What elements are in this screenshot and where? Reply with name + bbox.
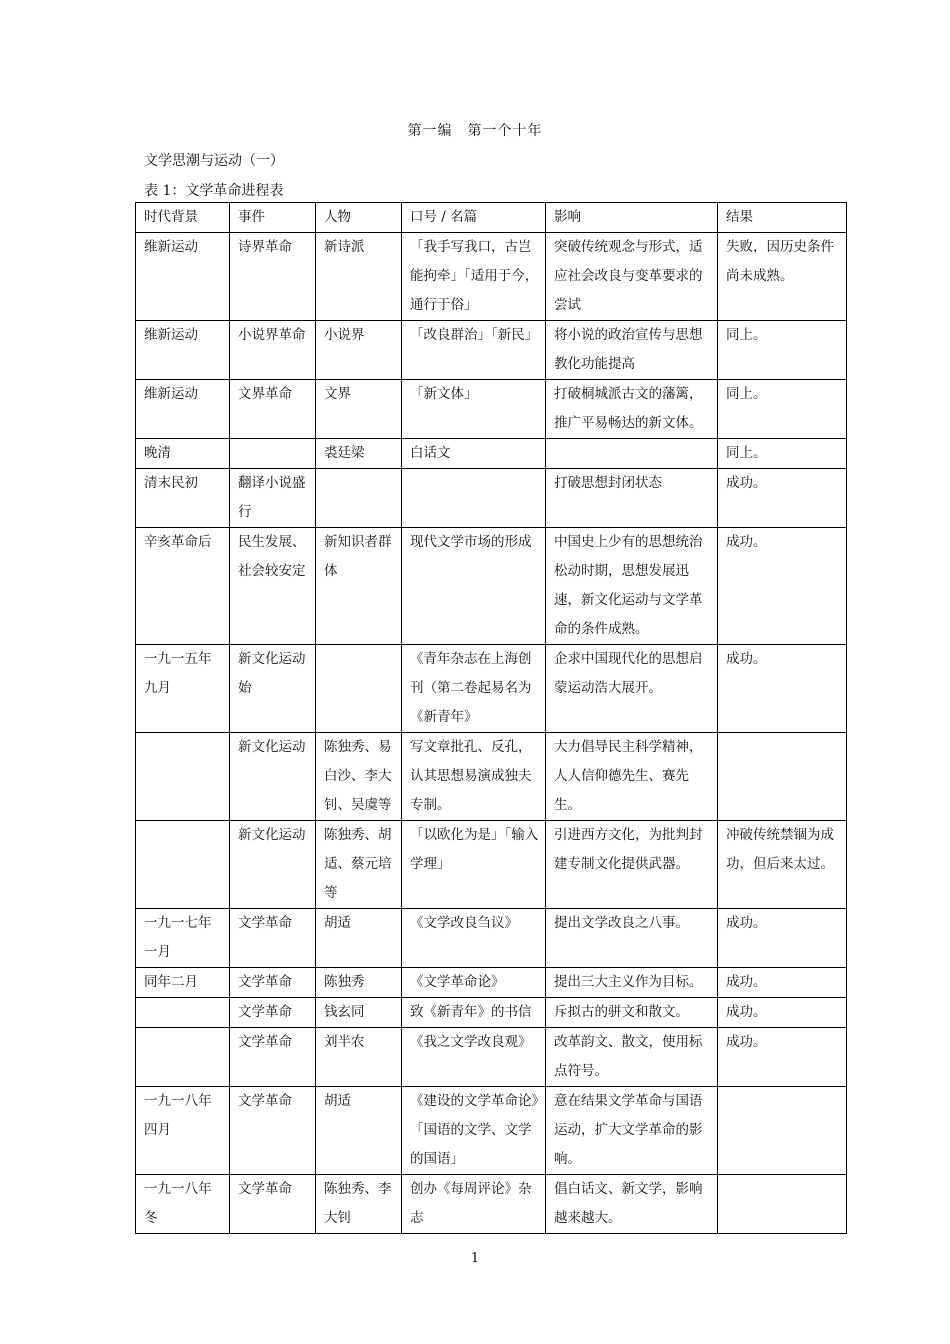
table-cell: 一九一七年一月 — [136, 909, 230, 968]
table-cell: 民生发展、社会较安定 — [230, 528, 316, 645]
table-cell: 《建设的文学革命论》「国语的文学、文学的国语」 — [402, 1087, 546, 1175]
table-cell: 打破思想封闭状态 — [546, 469, 718, 528]
table-row — [136, 233, 847, 321]
table-cell: 同上。 — [718, 380, 847, 439]
table-cell — [230, 439, 316, 469]
table-cell: 维新运动 — [136, 233, 230, 321]
page-number: 1 — [470, 1251, 480, 1266]
table-cell — [136, 821, 230, 909]
table-cell — [316, 469, 402, 528]
table-cell: 中国史上少有的思想统治松动时期，思想发展迅速，新文化运动与文学革命的条件成熟。 — [546, 528, 718, 645]
table-body — [136, 233, 847, 1234]
literary-revolution-table — [135, 202, 847, 1234]
table-cell — [136, 1028, 230, 1087]
table-cell: 维新运动 — [136, 380, 230, 439]
table-cell: 「以欧化为是」「输入学理」 — [402, 821, 546, 909]
table-cell: 意在结果文学革命与国语运动，扩大文学革命的影响。 — [546, 1087, 718, 1175]
table-row — [136, 1087, 847, 1175]
table-cell: 文学革命 — [230, 1087, 316, 1175]
table-caption: 表 1：文学革命进程表 — [144, 183, 284, 199]
table-row — [136, 528, 847, 645]
table-row — [136, 321, 847, 380]
table-cell: 文学革命 — [230, 968, 316, 998]
table-cell: 文界 — [316, 380, 402, 439]
column-header: 口号 / 名篇 — [402, 203, 546, 233]
table-cell — [402, 469, 546, 528]
table-cell: 胡适 — [316, 1087, 402, 1175]
table-cell: 文学革命 — [230, 1175, 316, 1234]
table-cell: 创办《每周评论》杂志 — [402, 1175, 546, 1234]
table-cell: 一九一八年四月 — [136, 1087, 230, 1175]
table-cell: 新文化运动始 — [230, 645, 316, 733]
column-header: 事件 — [230, 203, 316, 233]
table-cell: 陈独秀、李大钊 — [316, 1175, 402, 1234]
table-cell: 《文学改良刍议》 — [402, 909, 546, 968]
table-cell: 新文化运动 — [230, 733, 316, 821]
table-cell — [718, 1087, 847, 1175]
table-row — [136, 469, 847, 528]
table-cell: 小说界 — [316, 321, 402, 380]
table-cell: 成功。 — [718, 968, 847, 998]
table-row — [136, 821, 847, 909]
table-cell — [136, 733, 230, 821]
table-cell: 《我之文学改良观》 — [402, 1028, 546, 1087]
table-cell: 白话文 — [402, 439, 546, 469]
section-title: 文学思潮与运动（一） — [144, 153, 284, 169]
table-cell — [546, 439, 718, 469]
table-cell: 文学革命 — [230, 909, 316, 968]
table-cell: 新知识者群体 — [316, 528, 402, 645]
table-header-row — [136, 203, 847, 233]
table-cell: 冲破传统禁锢为成功，但后来太过。 — [718, 821, 847, 909]
page-title: 第一编 第一个十年 — [407, 123, 543, 139]
table-cell — [316, 645, 402, 733]
table-cell — [718, 733, 847, 821]
table-cell: 同年二月 — [136, 968, 230, 998]
table-row — [136, 439, 847, 469]
table-cell: 现代文学市场的形成 — [402, 528, 546, 645]
table-cell: 维新运动 — [136, 321, 230, 380]
table-cell: 「我手写我口，古岂能拘牵」「适用于今，通行于俗」 — [402, 233, 546, 321]
table-row — [136, 1175, 847, 1234]
table-cell: 写文章批孔、反孔，认其思想易演成独夫专制。 — [402, 733, 546, 821]
table-cell: 成功。 — [718, 998, 847, 1028]
table-cell: 钱玄同 — [316, 998, 402, 1028]
table-cell: 致《新青年》的书信 — [402, 998, 546, 1028]
table-cell: 成功。 — [718, 645, 847, 733]
table-cell: 将小说的政治宣传与思想教化功能提高 — [546, 321, 718, 380]
table-cell: 成功。 — [718, 909, 847, 968]
table-row — [136, 998, 847, 1028]
table-row — [136, 380, 847, 439]
table-cell: 晚清 — [136, 439, 230, 469]
table-cell: 小说界革命 — [230, 321, 316, 380]
table-cell: 「改良群治」「新民」 — [402, 321, 546, 380]
table-cell: 引进西方文化，为批判封建专制文化提供武器。 — [546, 821, 718, 909]
table-cell: 大力倡导民主科学精神，人人信仰德先生、赛先生。 — [546, 733, 718, 821]
table-row — [136, 1028, 847, 1087]
table-cell: 新诗派 — [316, 233, 402, 321]
column-header: 结果 — [718, 203, 847, 233]
table-cell: 清末民初 — [136, 469, 230, 528]
table-row — [136, 645, 847, 733]
table-cell: 陈独秀、胡适、蔡元培等 — [316, 821, 402, 909]
table-cell: 企求中国现代化的思想启蒙运动浩大展开。 — [546, 645, 718, 733]
table-cell: 文学革命 — [230, 998, 316, 1028]
table-cell: 《青年杂志在上海创刊（第二卷起易名为《新青年》 — [402, 645, 546, 733]
table-cell: 改革韵文、散文，使用标点符号。 — [546, 1028, 718, 1087]
table-cell: 陈独秀 — [316, 968, 402, 998]
table-cell: 成功。 — [718, 469, 847, 528]
table-cell: 文学革命 — [230, 1028, 316, 1087]
table-cell: 文界革命 — [230, 380, 316, 439]
table-cell: 提出文学改良之八事。 — [546, 909, 718, 968]
table-cell: 一九一五年九月 — [136, 645, 230, 733]
table-cell: 打破桐城派古文的藩篱，推广平易畅达的新文体。 — [546, 380, 718, 439]
table-cell: 辛亥革命后 — [136, 528, 230, 645]
table-cell: 同上。 — [718, 321, 847, 380]
table-cell: 成功。 — [718, 1028, 847, 1087]
column-header: 人物 — [316, 203, 402, 233]
table-row — [136, 733, 847, 821]
table-cell: 同上。 — [718, 439, 847, 469]
table-cell: 翻译小说盛行 — [230, 469, 316, 528]
table-cell: 新文化运动 — [230, 821, 316, 909]
table-cell: 《文学革命论》 — [402, 968, 546, 998]
table-cell: 成功。 — [718, 528, 847, 645]
table-cell: 刘半农 — [316, 1028, 402, 1087]
table-cell: 倡白话文、新文学，影响越来越大。 — [546, 1175, 718, 1234]
table-cell: 突破传统观念与形式，适应社会改良与变革要求的尝试 — [546, 233, 718, 321]
table-cell: 胡适 — [316, 909, 402, 968]
table-cell: 诗界革命 — [230, 233, 316, 321]
table-cell: 「新文体」 — [402, 380, 546, 439]
table-cell: 一九一八年冬 — [136, 1175, 230, 1234]
table-cell: 提出三大主义作为目标。 — [546, 968, 718, 998]
column-header: 时代背景 — [136, 203, 230, 233]
table-cell: 陈独秀、易白沙、李大钊、吴虞等 — [316, 733, 402, 821]
table-cell: 裘廷梁 — [316, 439, 402, 469]
table-row — [136, 968, 847, 998]
table-cell: 斥拟古的骈文和散文。 — [546, 998, 718, 1028]
table-cell: 失败，因历史条件尚未成熟。 — [718, 233, 847, 321]
table-row — [136, 909, 847, 968]
table-cell — [718, 1175, 847, 1234]
table-cell — [136, 998, 230, 1028]
column-header: 影响 — [546, 203, 718, 233]
